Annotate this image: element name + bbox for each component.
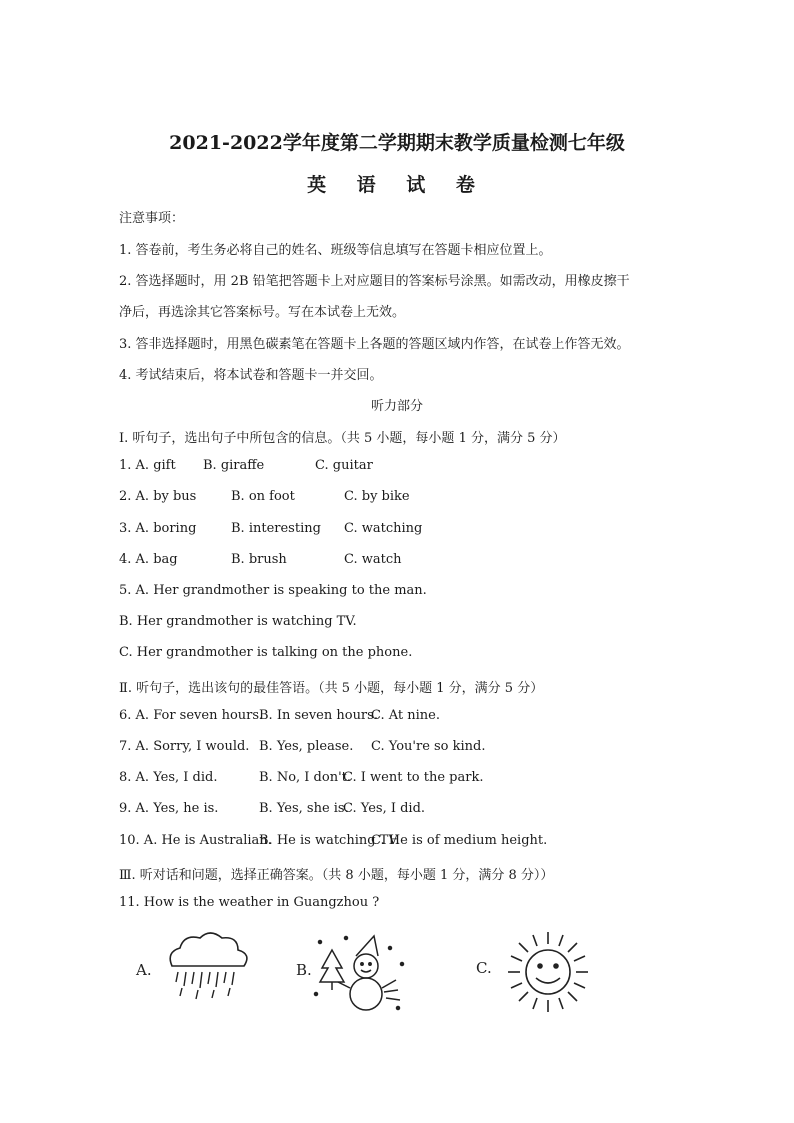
q4-option-a: 4. A. bag xyxy=(119,552,178,567)
q8-option-a: 8. A. Yes, I did. xyxy=(119,770,218,785)
question-4 xyxy=(119,552,402,567)
q11-option-b-picture xyxy=(290,928,420,1013)
question-6 xyxy=(119,708,440,723)
q10-option-b: B. He is watching TV. xyxy=(259,833,400,848)
q6-option-b: B. In seven hours. xyxy=(259,708,378,723)
notice-item-2: 2. 答选择题时，用 2B 铅笔把答题卡上对应题目的答案标号涂黑。如需改动，用橡皮擦干 xyxy=(119,274,630,289)
q3-option-b: B. interesting xyxy=(231,521,321,536)
question-11: 11. How is the weather in Guangzhou ? xyxy=(119,895,380,910)
q2-option-c: C. by bike xyxy=(344,489,410,504)
notice-item-1: 1. 答卷前，考生务必将自己的姓名、班级等信息填写在答题卡相应位置上。 xyxy=(119,243,552,258)
q7-option-a: 7. A. Sorry, I would. xyxy=(119,739,250,754)
question-7 xyxy=(119,739,486,754)
q9-option-a: 9. A. Yes, he is. xyxy=(119,801,219,816)
question-5-option-b: B. Her grandmother is watching TV. xyxy=(119,614,357,629)
q1-option-b: B. giraffe xyxy=(203,458,265,473)
q10-option-a: 10. A. He is Australian. xyxy=(119,833,272,848)
q8-option-c: C. I went to the park. xyxy=(343,770,484,785)
q9-option-b: B. Yes, she is. xyxy=(259,801,349,816)
question-3 xyxy=(119,521,422,536)
q2-option-a: 2. A. by bus xyxy=(119,489,197,504)
q11-label-a: A. xyxy=(136,961,152,979)
q11-option-c-picture xyxy=(474,928,624,1018)
snowman-icon xyxy=(315,936,404,1010)
sun-icon xyxy=(508,932,588,1012)
rain-cloud-icon xyxy=(170,933,247,999)
notice-heading: 注意事项： xyxy=(119,211,185,226)
q11-label-c: C. xyxy=(476,959,492,977)
question-10 xyxy=(119,833,547,848)
q11-label-b: B. xyxy=(296,961,312,979)
part3-heading: Ⅲ. 听对话和问题，选择正确答案。（共 8 小题，每小题 1 分，满分 8 分）） xyxy=(119,868,554,883)
question-2 xyxy=(119,489,410,504)
q6-option-c: C. At nine. xyxy=(371,708,440,723)
q7-option-c: C. You're so kind. xyxy=(371,739,486,754)
question-1 xyxy=(119,458,373,473)
q4-option-c: C. watch xyxy=(344,552,402,567)
notice-item-3: 3. 答非选择题时，用黑色碳素笔在答题卡上各题的答题区域内作答，在试卷上作答无效。 xyxy=(119,337,630,352)
exam-subtitle: 英 语 试 卷 xyxy=(307,174,487,196)
q2-option-b: B. on foot xyxy=(231,489,295,504)
notice-item-4: 4. 考试结束后，将本试卷和答题卡一并交回。 xyxy=(119,368,383,383)
q4-option-b: B. brush xyxy=(231,552,287,567)
question-9 xyxy=(119,801,425,816)
q3-option-a: 3. A. boring xyxy=(119,521,197,536)
q6-option-a: 6. A. For seven hours. xyxy=(119,708,264,723)
q1-option-a: 1. A. gift xyxy=(119,458,176,473)
q10-option-c: C. He is of medium height. xyxy=(371,833,548,848)
q3-option-c: C. watching xyxy=(344,521,423,536)
part2-heading: Ⅱ. 听句子，选出该句的最佳答语。（共 5 小题，每小题 1 分，满分 5 分） xyxy=(119,681,544,696)
notice-item-2-cont: 净后，再选涂其它答案标号。写在本试卷上无效。 xyxy=(119,305,406,320)
section-title: 听力部分 xyxy=(370,399,423,414)
part1-heading: Ⅰ. 听句子，选出句子中所包含的信息。（共 5 小题，每小题 1 分，满分 5 分） xyxy=(119,431,566,446)
exam-title: 2021-2022学年度第二学期期末教学质量检测七年级 xyxy=(169,132,625,154)
question-8 xyxy=(119,770,483,785)
q8-option-b: B. No, I don't. xyxy=(259,770,352,785)
question-5-option-a: 5. A. Her grandmother is speaking to the man. xyxy=(119,583,427,598)
question-5-option-c: C. Her grandmother is talking on the phone. xyxy=(119,645,413,660)
q9-option-c: C. Yes, I did. xyxy=(343,801,426,816)
q11-option-a-picture xyxy=(132,928,262,1013)
q1-option-c: C. guitar xyxy=(315,458,373,473)
q7-option-b: B. Yes, please. xyxy=(259,739,354,754)
